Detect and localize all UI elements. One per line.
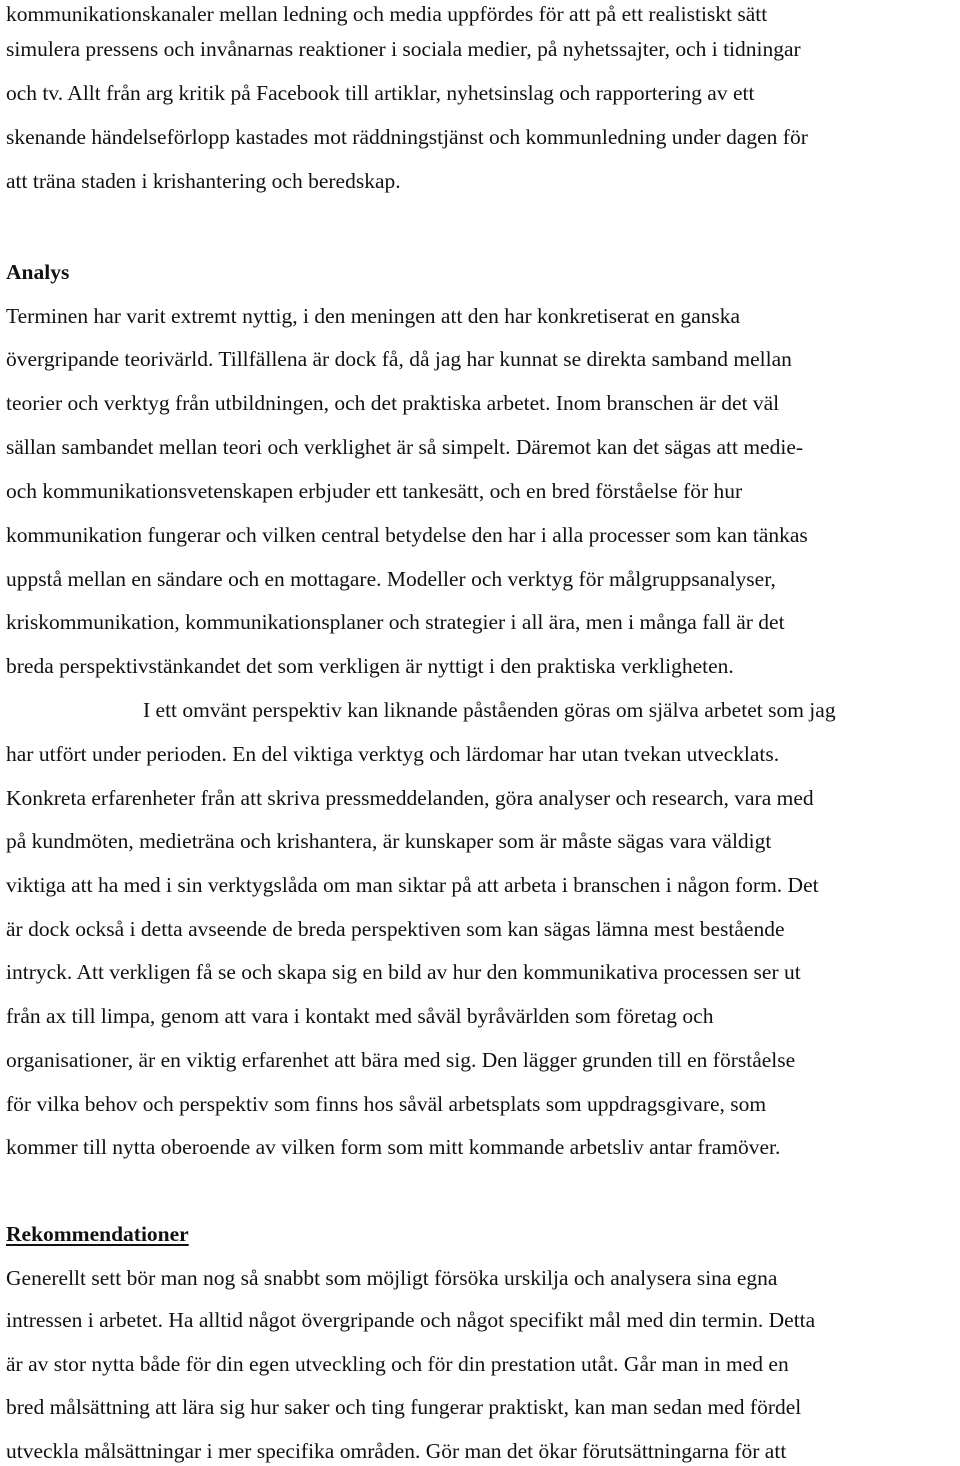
analys-line-1: Terminen har varit extremt nyttig, i den meningen att den har konkretiserat en ganska: [6, 304, 741, 328]
analys-line-4: sällan sambandet mellan teori och verklighet är så simpelt. Däremot kan det sägas att medie-: [6, 435, 804, 459]
intro-line-1: kommunikationskanaler mellan ledning och media uppfördes för att på ett realistiskt sätt: [6, 2, 768, 26]
intro-line-4: skenande händelseförlopp kastades mot räddningstjänst och kommunledning under dagen för: [6, 125, 808, 149]
analys-heading: Analys: [6, 260, 70, 284]
rek-line-3: är av stor nytta både för din egen utveckling och för din prestation utåt. Går man in med en: [6, 1352, 789, 1376]
analys-p2-line-7: intryck. Att verkligen få se och skapa sig en bild av hur den kommunikativa processen ser ut: [6, 960, 801, 984]
intro-line-5: att träna staden i krishantering och beredskap.: [6, 169, 401, 193]
rek-line-4: bred målsättning att lära sig hur saker och ting fungerar praktiskt, kan man sedan med fördel: [6, 1395, 802, 1419]
analys-p2-line-5: viktiga att ha med i sin verktygslåda om man siktar på att arbeta i branschen i någon form. Det: [6, 873, 819, 897]
analys-line-8: kriskommunikation, kommunikationsplaner och strategier i all ära, men i många fall är det: [6, 610, 785, 634]
analys-p2-line-6: är dock också i detta avseende de breda perspektiven som kan sägas lämna mest bestående: [6, 917, 785, 941]
analys-p2-line-4: på kundmöten, medieträna och krishantera, är kunskaper som är måste sägas vara väldigt: [6, 829, 772, 853]
analys-p2-line-9: organisationer, är en viktig erfarenhet att bära med sig. Den lägger grunden till en förståelse: [6, 1048, 796, 1072]
rek-line-1: Generellt sett bör man nog så snabbt som möjligt försöka urskilja och analysera sina egna: [6, 1266, 778, 1290]
analys-p2-line-8: från ax till limpa, genom att vara i kontakt med såväl byråvärlden som företag och: [6, 1004, 714, 1028]
analys-line-6: kommunikation fungerar och vilken central betydelse den har i alla processer som kan tänkas: [6, 523, 808, 547]
analys-p2-line-11: kommer till nytta oberoende av vilken form som mitt kommande arbetsliv antar framöver.: [6, 1135, 781, 1159]
analys-line-7: uppstå mellan en sändare och en mottagare. Modeller och verktyg för målgruppsanalyser,: [6, 567, 776, 591]
analys-p2-line-2: har utfört under perioden. En del viktiga verktyg och lärdomar har utan tvekan utvecklats.: [6, 742, 780, 766]
analys-line-3: teorier och verktyg från utbildningen, och det praktiska arbetet. Inom branschen är det väl: [6, 391, 780, 415]
rekommendationer-heading: Rekommendationer: [6, 1222, 189, 1246]
rek-line-2: intressen i arbetet. Ha alltid något övergripande och något specifikt mål med din termin. Detta: [6, 1308, 816, 1332]
analys-line-9: breda perspektivstänkandet det som verkligen är nyttigt i den praktiska verkligheten.: [6, 654, 734, 678]
analys-line-2: övergripande teorivärld. Tillfällena är dock få, då jag har kunnat se direkta samband mellan: [6, 347, 792, 371]
analys-p2-line-10: för vilka behov och perspektiv som finns hos såväl arbetsplats som uppdragsgivare, som: [6, 1092, 767, 1116]
analys-p2-line-3: Konkreta erfarenheter från att skriva pressmeddelanden, göra analyser och research, vara med: [6, 786, 814, 810]
rek-line-5: utveckla målsättningar i mer specifika områden. Gör man det ökar förutsättningarna för att: [6, 1439, 787, 1463]
analys-p2-line-1: I ett omvänt perspektiv kan liknande påståenden göras om själva arbetet som jag: [143, 698, 836, 722]
intro-line-2: simulera pressens och invånarnas reaktioner i sociala medier, på nyhetssajter, och i tidningar: [6, 37, 801, 61]
analys-line-5: och kommunikationsvetenskapen erbjuder ett tankesätt, och en bred förståelse för hur: [6, 479, 743, 503]
intro-line-3: och tv. Allt från arg kritik på Facebook till artiklar, nyhetsinslag och rapportering av ett: [6, 81, 755, 105]
